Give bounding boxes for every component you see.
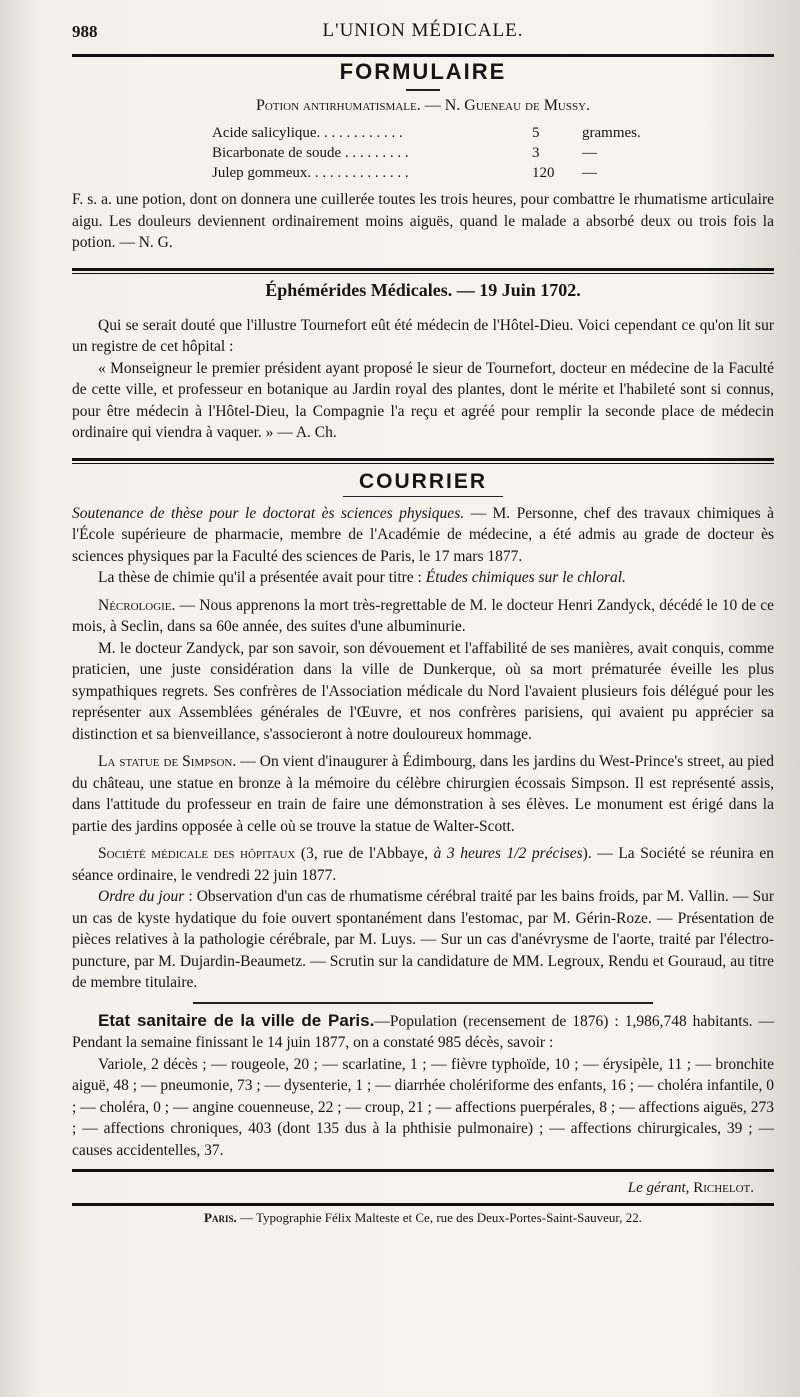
page-number: 988 [72, 22, 98, 41]
zandyck-paragraph: M. le docteur Zandyck, par son savoir, son dévouement et l'affabilité de ses manières, avait conquis, comme praticien, une juste considération dans la ville de Dunkerque, où sa mort prématurée éveille les plus sympathiques regrets. Ses confrères de l'Association médicale du Nord l'avaient plusieurs fois délégué pour les représenter aux Assemblées générales de l'Œuvre, et nos confrères parisiens, qui avaient pu apprécier sa distinction et sa bienveillance, s'associeront à notre douloureux hommage. [72, 639, 774, 743]
imprint-city: Paris. [204, 1210, 237, 1225]
ingredient-unit: — [582, 145, 597, 161]
journal-title: L'UNION MÉDICALE. [322, 20, 524, 41]
imprint-text: — Typographie Félix Malteste et Ce, rue des Deux-Portes-Saint-Sauveur, 22. [236, 1210, 642, 1225]
these-title: Études chimiques sur le chloral. [425, 569, 626, 586]
short-divider [193, 1002, 653, 1004]
section-rule-thin [72, 463, 774, 464]
ingredient-amount: 120 [532, 165, 555, 181]
ingredient-name: Acide salicylique. . . . . . . . . . . . [212, 125, 403, 141]
short-divider [406, 89, 440, 91]
etat-paragraph [72, 1010, 774, 1054]
gerant-signature [72, 1180, 754, 1197]
ephemerides-paragraph: Qui se serait douté que l'illustre Tournefort eût été médecin de l'Hôtel-Dieu. Voici cependant ce qu'on lit sur un registre de cet hôpital : [72, 316, 774, 355]
necrologie-paragraph [72, 595, 774, 638]
courrier-title: COURRIER [358, 469, 487, 493]
formulaire-section [72, 59, 774, 254]
running-head [72, 18, 774, 48]
ingredient-amount: 3 [532, 145, 540, 161]
ingredient-row [212, 143, 774, 163]
section-rule [72, 458, 774, 461]
societe-text-b: ). — La Société se réunira en séance ordinaire, le vendredi 22 juin 1877. [72, 845, 774, 884]
ingredient-row [212, 163, 774, 183]
etat-detail: Variole, 2 décès ; — rougeole, 20 ; — scarlatine, 1 ; — fièvre typhoïde, 10 ; — érysipèle, 11 ; — bronchite aiguë, 48 ; — pneumonie, 73 ; — dysenterie, 1 ; — diarrhée cholériforme des enfants, 16 ; — choléra infantile, 0 ; — choléra, 0 ; — angine couenneuse, 22 ; — croup, 21 ; — affections puerpérales, 8 ; — affections aiguës, 273 ; — affections chroniques, 403 (dont 135 dus à la phthisie pulmonaire) ; — affections chirurgicales, 39 ; — causes accidentelles, 37. [72, 1055, 774, 1159]
ephemerides-quote: « Monseigneur le premier président ayant proposé le sieur de Tournefort, docteur en médecine de la Faculté de cette ville, et professeur en botanique au Jardin royal des plantes, dont le mérite et l'habileté sont si connus, pour être médecin à l'Hôtel-Dieu, la Compagnie l'a reçu et agréé pour remplir la seconde place de médecin ordinaire qui viendra à vaquer. » — A. Ch. [72, 359, 774, 441]
section-rule [72, 268, 774, 271]
ephemerides-title: Éphémérides Médicales. — 19 Juin 1702. [265, 279, 581, 300]
statue-paragraph [72, 751, 774, 837]
ordre-body: : Observation d'un cas de rhumatisme cérébral traité par les bains froids, par M. Vallin. — Sur un cas de kyste hydatique du foie ouvert spontanément dans l'estomac, par M. Gérin-Roze. — Présentation de pièces relatives à la pathologie cérébrale, par M. Luys. — Sur un cas d'anévrysme de l'aorte, traité par l'électro-puncture, par M. Dujardin-Beaumetz. — Scrutin sur la candidature de MM. Legroux, Rendu et Gouraud, au titre de membre titulaire. [72, 888, 774, 991]
imprint-line [72, 1210, 774, 1226]
ordre-heading: Ordre du jour [98, 888, 185, 905]
section-rule-thin [72, 273, 774, 274]
potion-instructions: F. s. a. une potion, dont on donnera une cuillerée toutes les trois heures, pour combattre le rhumatisme articulaire aigu. Les douleurs deviennent ordinairement moins aiguës, quand le malade a absorbé deux ou trois fois la potion. — N. G. [72, 191, 774, 251]
ingredient-amount: 5 [532, 125, 540, 141]
gerant-label: Le gérant, [627, 1180, 690, 1196]
societe-paragraph [72, 843, 774, 886]
gerant-name: Richelot. [693, 1180, 754, 1196]
necrologie-body: — Nous apprenons la mort très-regrettable de M. le docteur Henri Zandyck, décédé le 10 de ce mois, à Seclin, dans sa 60e année, des suites d'une albuminurie. [72, 596, 774, 635]
societe-heading: Société médicale des hôpitaux [98, 845, 296, 862]
necrologie-heading: Nécrologie. [98, 596, 176, 614]
ordre-paragraph [72, 886, 774, 994]
these-intro: La thèse de chimie qu'il a présentée avait pour titre : [98, 569, 426, 586]
soutenance-heading: Soutenance de thèse pour le doctorat ès sciences physiques. [72, 504, 465, 522]
ingredient-name: Bicarbonate de soude . . . . . . . . . [212, 145, 409, 161]
societe-time: à 3 heures 1/2 précises [433, 845, 583, 862]
statue-heading: La statue de Simpson. [98, 753, 237, 770]
ephemerides-section [72, 280, 774, 444]
soutenance-paragraph [72, 503, 774, 568]
short-divider [343, 496, 503, 497]
potion-title: Potion antirhumatismale. — N. Gueneau de Mussy. [255, 97, 591, 114]
these-paragraph [72, 567, 774, 589]
etat-heading: Etat sanitaire de la ville de Paris. [98, 1010, 375, 1030]
prescription-list [212, 123, 774, 183]
footer-rule [72, 1203, 774, 1206]
courrier-section [72, 470, 774, 1162]
statue-body: — On vient d'inaugurer à Édimbourg, dans les jardins du West-Prince's street, au pied du château, une statue en bronze à la mémoire du célèbre chirurgien écossais Simpson. Il est représenté assis, dans l'attitude du professeur en train de faire une démonstration à ses élèves. Le monument est érigé dans la partie des jardins opposée à celle où se trouve la statue de Walter-Scott. [72, 753, 774, 835]
header-rule [72, 54, 774, 57]
ingredient-row [212, 123, 774, 143]
etat-body: —Population (recensement de 1876) : 1,986,748 habitants. — Pendant la semaine finissant le 14 juin 1877, on a constaté 985 décès, savoir : [72, 1012, 775, 1051]
ingredient-name: Julep gommeux. . . . . . . . . . . . . . [212, 165, 409, 181]
footer-rule [72, 1169, 774, 1172]
societe-text-a: (3, rue de l'Abbaye, [295, 845, 434, 862]
soutenance-body: — M. Personne, chef des travaux chimiques à l'École supérieure de pharmacie, membre de l'Académie de médecine, a été admis au grade de docteur ès sciences physiques par la Faculté des sciences de Paris, le 17 mars 1877. [72, 504, 774, 565]
ingredient-unit: grammes. [582, 125, 641, 141]
ingredient-unit: — [582, 165, 597, 181]
formulaire-title: FORMULAIRE [339, 59, 507, 84]
